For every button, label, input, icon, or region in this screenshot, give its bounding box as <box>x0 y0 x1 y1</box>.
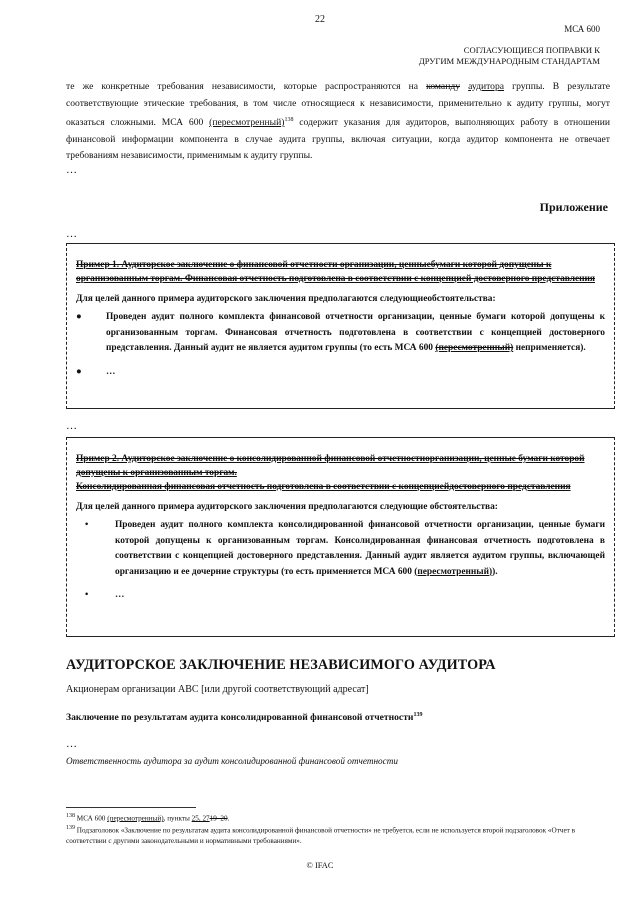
para-text-3: группы. В результате соответствующие этические требования, в том числе относящиеся к независимости, применительно к аудиту группы, могут оказаться сложными. МСА 600 <box>66 81 611 129</box>
example-2-title-line-1: Пример 2. Аудиторское заключение о консолидированной финансовой отчетностиорганизации, ценные бумаги которой допущены к организованным торгам. <box>76 454 585 478</box>
bullet-icon: • <box>85 590 89 600</box>
footnotes <box>66 811 614 846</box>
footnote-number: 138 <box>66 813 75 819</box>
para-text-2 <box>460 81 468 92</box>
opinion-heading-text: Заключение по результатам аудита консолидированной финансовой отчетности <box>66 712 414 724</box>
example-2-title <box>76 452 605 494</box>
bullet-text-end: ). <box>492 566 498 577</box>
example-1-title <box>76 258 605 286</box>
document-code: МСА 600 <box>564 24 600 34</box>
example-1-box <box>66 243 615 409</box>
inserted-word: аудитора <box>468 81 505 92</box>
intro-paragraph <box>66 79 610 165</box>
page-footer: © IFAC <box>306 861 334 870</box>
example-1-intro: Для целей данного примера аудиторского заключения предполагаются следующиеобстоятельства: <box>76 294 496 304</box>
example-2-title-line-2: Консолидированная финансовая отчетность подготовлена в соответствии с концепциейдостоверного представления <box>76 482 571 492</box>
example-2-bullet-2 <box>85 588 605 604</box>
bullet-icon: • <box>85 520 89 530</box>
footnote-text: , пункты <box>163 814 192 823</box>
footnote-ref-139: 139 <box>413 712 423 718</box>
ellipsis-2: … <box>66 228 77 240</box>
bullet-text: Проведен аудит полного комплекта финансовой отчетности организации, ценные бумаги которой допущены к организованным торгам. Финансовая отчетность подготовлена в соответствии с концепцией достоверного представления. Данный аудит не является аудитом группы (то есть МСА 600 <box>106 312 605 353</box>
example-2-bullet-2-text: … <box>115 590 125 600</box>
example-1-bullet-2 <box>76 365 605 381</box>
example-2-intro: Для целей данного примера аудиторского заключения предполагаются следующие обстоятельства: <box>76 502 498 512</box>
report-addressee: Акционерам организации ABC [или другой соответствующий адресат] <box>66 684 369 695</box>
struck-word: команду <box>426 81 461 92</box>
running-header-line2: ДРУГИМ МЕЖДУНАРОДНЫМ СТАНДАРТАМ <box>418 56 600 66</box>
responsibility-heading: Ответственность аудитора за аудит консолидированной финансовой отчетности <box>66 756 398 766</box>
ellipsis-1: … <box>66 164 77 176</box>
ellipsis-3: … <box>66 420 77 432</box>
footnote-divider <box>66 807 196 808</box>
para-text-4: содержит указания для аудиторов, выполняющих работу в отношении финансовой информации компонента в случае аудита группы, включая ситуации, когда аудитор компонента не отвечает требованиям независимости, применимым к аудиту группы. <box>66 117 611 162</box>
example-1-bullet-1 <box>76 310 605 357</box>
bullet-text-end: неприменяется). <box>513 343 586 353</box>
footnote-text: Подзаголовок «Заключение по результатам аудита консолидированной финансовой отчетности» не требуется, если не используется второй подзаголовок «Отчет в соответствии с другими законодательными и нормативными требованиями». <box>66 826 575 845</box>
running-header <box>419 45 600 67</box>
example-1-bullet-1-text <box>106 310 605 357</box>
example-2-bullet-1-text <box>115 518 605 580</box>
ellipsis-4: … <box>66 738 77 750</box>
para-text-1: те же конкретные требования независимости, которые распространяются на <box>66 81 427 92</box>
example-2-box <box>66 437 615 637</box>
footnote-ref-138: 138 <box>284 117 294 123</box>
revised-label: (пересмотренный) <box>107 814 164 823</box>
running-header-line1: СОГЛАСУЮЩИЕСЯ ПОПРАВКИ К <box>463 45 600 55</box>
bullet-icon: ● <box>76 366 82 377</box>
footnote-138 <box>66 811 614 823</box>
report-title: АУДИТОРСКОЕ ЗАКЛЮЧЕНИЕ НЕЗАВИСИМОГО АУДИТОРА <box>66 657 496 673</box>
revised-label: (пересмотренный) <box>414 566 493 577</box>
bullet-text: Проведен аудит полного комплекта консолидированной финансовой отчетности организации, ценные бумаги которой допущены к организованным торгам. Консолидированная финансовая отчетность подготовлена в соответствии с концепцией достоверного представления. Данный аудит является аудитом группы, включающей организацию и ее дочерние структуры (то есть применяется МСА 600 <box>115 520 605 577</box>
new-paragraph-refs: 25, 27 <box>191 814 210 823</box>
footnote-139 <box>66 823 614 845</box>
revised-label: (пересмотренный) <box>209 117 285 129</box>
opinion-heading <box>66 712 422 723</box>
page-number: 22 <box>315 14 325 25</box>
example-1-bullet-2-text: … <box>106 366 116 377</box>
footnote-number: 139 <box>66 825 75 832</box>
appendix-title: Приложение <box>539 200 608 214</box>
footnote-text: МСА 600 <box>75 814 108 823</box>
bullet-icon: ● <box>76 312 82 322</box>
example-2-bullet-1 <box>85 518 605 580</box>
example-1-title-text: Пример 1. Аудиторское заключение о финансовой отчетности организации, ценныебумаги которой допущены к организованным торгам. Финансовая отчетность подготовлена в соответствии с концепцией достоверного представления <box>76 260 595 284</box>
revised-label: (пересмотренный) <box>435 343 514 353</box>
old-paragraph-refs: 19–20 <box>209 814 228 823</box>
footnote-text: . <box>227 814 230 823</box>
